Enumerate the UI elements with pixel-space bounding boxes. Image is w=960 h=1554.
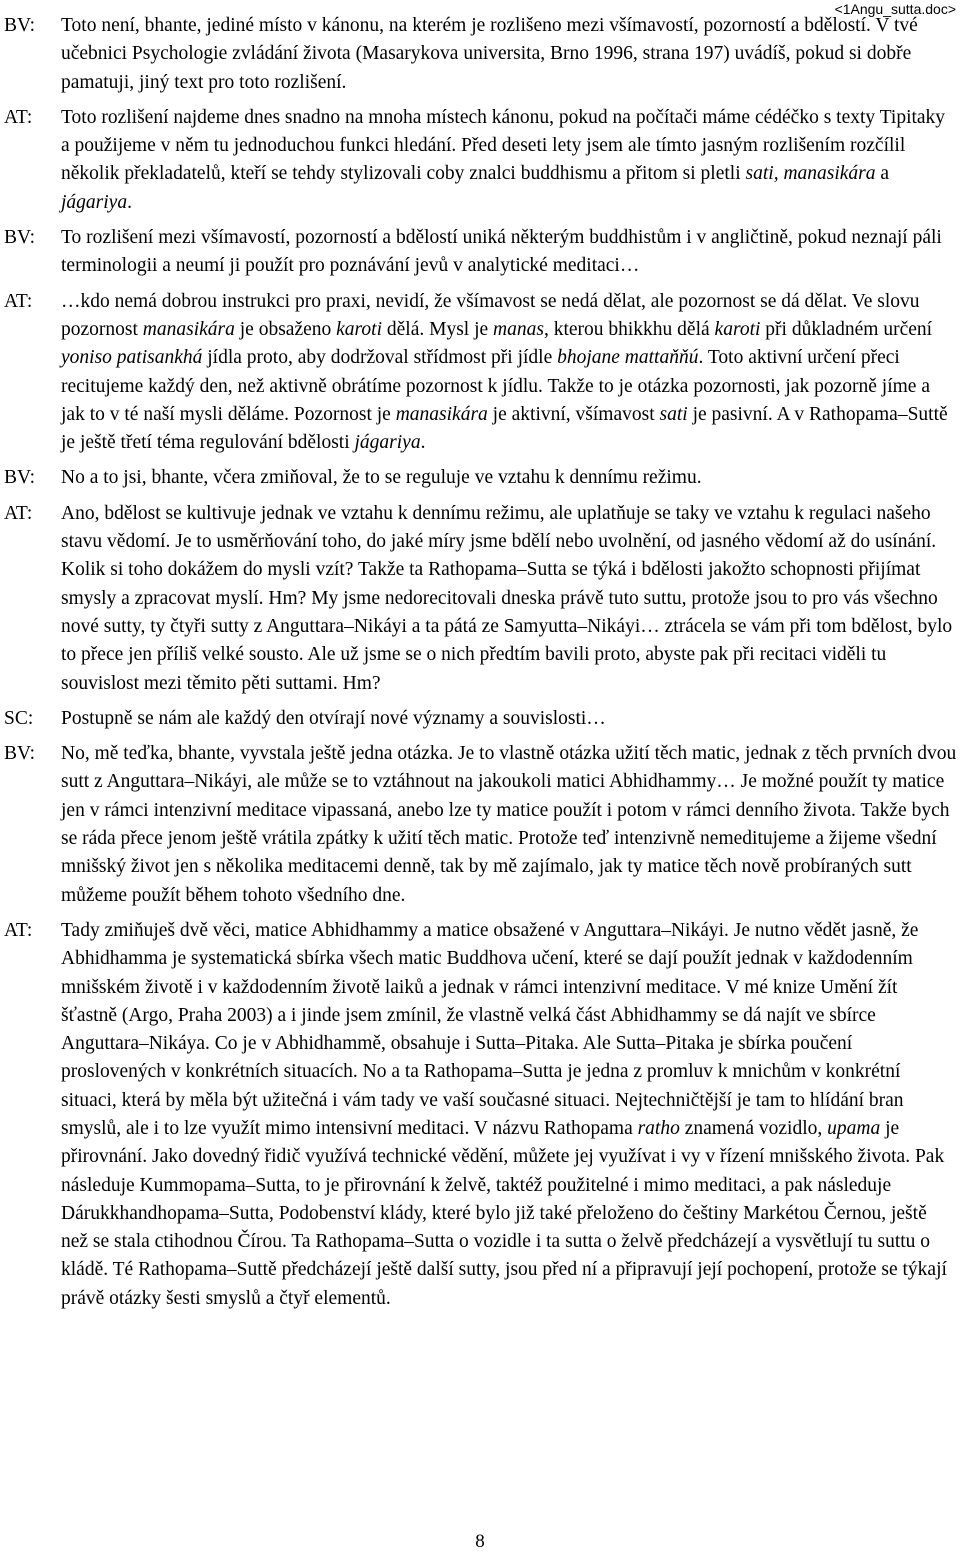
- dialogue-turn: [4, 224, 958, 281]
- italic-term: upama: [827, 1117, 881, 1139]
- speaker-label: AT:: [4, 106, 33, 128]
- italic-term: manasikára: [142, 318, 235, 340]
- dialogue-turn: [4, 500, 958, 698]
- text-run: znamená vozidlo,: [679, 1117, 828, 1139]
- speech-text: [61, 288, 958, 458]
- document-filename: <1Angu_sutta.doc>: [834, 1, 956, 17]
- speaker-label: BV:: [4, 227, 36, 249]
- speech-text: [61, 12, 958, 97]
- dialogue-turn: [4, 917, 958, 1313]
- text-run: No, mě teďka, bhante, vyvstala ještě jedna otázka. Je to vlastně otázka užití těch matic, jednak z těch prvních dvou sutt z Anguttara–Nikáyi, ale může se to vztáhnout na jakoukoli matici Abhidhammy… Je možné použít ty matice jen v rámci intenzivní meditace vipassaná, anebo lze ty matice použít i potom v rámci denního života. Takže bych se ráda přece jenom ještě vrátila zpátky k užití těch matic. Protože teď intenzivně nemeditujeme a žijeme všední mnišský život jen s několika meditacemi denně, tak by mě zajímalo, jak ty matice těch nově probíraných sutt můžeme použít během tohoto všedního dne.: [61, 743, 957, 906]
- speaker-label: AT:: [4, 502, 33, 524]
- text-run: Toto rozlišení najdeme dnes snadno na mnoha místech kánonu, pokud na počítači máme cédéčko s texty Tipitaky a použijeme v něm tu jednoduchou funkci hledání. Před deseti lety jsem ale tímto jasným rozlišením rozčílil několik překladatelů, kteří se tehdy stylizovali coby znalci buddhismu a přitom si pletli: [61, 106, 946, 185]
- dialogue-turn: [4, 288, 958, 458]
- speech-text: [61, 464, 958, 492]
- speech-text: [61, 917, 958, 1313]
- text-run: Tady zmiňuješ dvě věci, matice Abhidhammy a matice obsažené v Anguttara–Nikáyi. Je nutno vědět jasně, že Abhidhamma je systematická sbírka všech matic Buddhova učení, které se dají použít jednak v každodenním mnišském životě i v každodenním životě laiků a jednak v rámci intenzivní meditace. V mé knize Umění žít šťastně (Argo, Praha 2003) a i jinde jsem zmínil, že vlastně velká část Abhidhammy se dá najít ve sbírce Anguttara–Nikáya. Co je v Abhidhammě, obsahuje i Sutta–Pitaka. Ale Sutta–Pitaka je sbírka poučení proslovených v konkrétních situacích. No a ta Rathopama–Sutta je jedna z promluv k mnichům v konkrétní situaci, která by měla být užitečná i vám tady ve vaší současné situaci. Nejtechničtější je tam to hlídání bran smyslů, ale i to lze využít mimo intensivní meditaci. V názvu Rathopama: [61, 919, 919, 1139]
- text-run: .: [127, 191, 132, 213]
- dialogue-turn: [4, 104, 958, 217]
- text-run: Toto není, bhante, jediné místo v kánonu, na kterém je rozlišeno mezi všímavostí, pozorností a bdělostí. V tvé učebnici Psychologie zvládání života (Masarykova universita, Brno 1996, strana 197) uvádíš, pokud si dobře pamatuji, jiný text pro toto rozlišení.: [61, 15, 918, 93]
- dialogue-turn: [4, 464, 958, 492]
- italic-term: yoniso patisankhá: [61, 347, 203, 369]
- text-run: Ano, bdělost se kultivuje jednak ve vztahu k dennímu režimu, ale uplatňuje se taky ve vztahu k regulaci našeho stavu vědomí. Je to usměrňování toho, do jaké míry jsme bdělí nebo uvolnění, od jasného vědomí až do usínání. Kolik si toho dokážem do mysli vzít? Takže ta Rathopama–Sutta se týká i bdělosti jakožto schopnosti přijímat smysly a zpracovat myslí. Hm? My jsme nedorecitovali dneska právě tuto suttu, protože jsou to pro vás všechno nové sutty, ty čtyři sutty z Anguttara–Nikáyi a ta pátá ze Samyutta–Nikáyi… ztrácela se vám při tom bdělost, bylo to přece jen příliš velké sousto. Ale už jsme se o nich předtím bavili proto, abyste pak při recitaci viděli tu souvislost mezi těmito pěti suttami. Hm?: [61, 502, 953, 694]
- text-run: …kdo nemá dobrou instrukci pro praxi, nevidí, že všímavost se nedá dělat, ale pozornost se dá dělat. Ve slovu pozornost: [61, 290, 920, 340]
- italic-term: jágariya: [354, 432, 421, 454]
- italic-term: sati: [659, 403, 688, 425]
- text-run: Postupně se nám ale každý den otvírají nové významy a souvislosti…: [61, 707, 606, 729]
- text-run: To rozlišení mezi všímavostí, pozorností a bdělostí uniká některým buddhistům i v angličtině, pokud neznají páli terminologii a neumí ji použít pro poznávání jevů v analytické meditaci…: [61, 227, 942, 277]
- text-run: .: [420, 432, 426, 454]
- speaker-label: AT:: [4, 919, 33, 941]
- dialogue-transcript: [4, 12, 958, 1320]
- speech-text: [61, 500, 958, 698]
- italic-term: karoti: [714, 318, 761, 340]
- text-run: je aktivní, všímavost: [487, 403, 660, 425]
- italic-term: manas: [493, 318, 544, 340]
- italic-term: manasikára: [395, 403, 488, 425]
- italic-term: karoti: [336, 318, 382, 340]
- dialogue-turn: [4, 705, 958, 733]
- speaker-label: BV:: [4, 15, 36, 36]
- speaker-label: AT:: [4, 290, 33, 312]
- speech-text: [61, 224, 958, 281]
- speech-text: [61, 740, 958, 910]
- italic-term: ratho: [637, 1117, 680, 1139]
- text-run: je pasivní. A v Rathopama–Suttě je ještě třetí téma regulování bdělosti: [61, 403, 948, 454]
- text-run: dělá. Mysl je: [382, 318, 494, 340]
- dialogue-turn: [4, 12, 958, 97]
- dialogue-turn: [4, 740, 958, 910]
- speaker-label: SC:: [4, 707, 34, 729]
- speaker-label: BV:: [4, 743, 36, 765]
- text-run: je obsaženo: [234, 318, 337, 340]
- speech-text: [61, 104, 958, 217]
- speech-text: [61, 705, 958, 733]
- italic-term: bhojane mattaňňú: [557, 347, 699, 369]
- italic-term: sati, manasikára: [745, 163, 876, 185]
- text-run: při důkladném určení: [760, 318, 933, 340]
- text-run: No a to jsi, bhante, včera zmiňoval, že to se reguluje ve vztahu k dennímu režimu.: [61, 467, 702, 489]
- page-number: 8: [475, 1531, 485, 1552]
- italic-term: jágariya: [61, 191, 128, 213]
- text-run: jídla proto, aby dodržoval střídmost při jídle: [202, 347, 558, 369]
- text-run: . Toto aktivní určení přeci recitujeme každý den, než aktivně obrátíme pozornost k jídlu. Takže to je otázka pozornosti, jak pozorně jíme a jak to v té naší mysli děláme. Pozornost je: [61, 347, 930, 425]
- text-run: , kterou bhikkhu dělá: [543, 318, 715, 340]
- speaker-label: BV:: [4, 467, 36, 489]
- text-run: je přirovnání. Jako dovedný řidič využívá technické vědění, můžete jej využívat i vy v řízení mnišského života. Pak následuje Kummopama–Sutta, to je přirovnání k želvě, taktéž použitelné i mimo meditaci, a pak následuje Dárukkhandhopama–Sutta, Podobenství klády, které bylo již také přeloženo do češtiny Markétou Černou, ještě než se stala ctihodnou Čírou. Ta Rathopama–Sutta o vozidle i ta sutta o želvě předcházejí a vysvětlují tu suttu o kládě. Té Rathopama–Suttě předcházejí ještě další sutty, jsou před ní a připravují její pochopení, protože se týkají právě otázky šesti smyslů a čtyř elementů.: [61, 1117, 947, 1309]
- text-run: a: [875, 163, 890, 185]
